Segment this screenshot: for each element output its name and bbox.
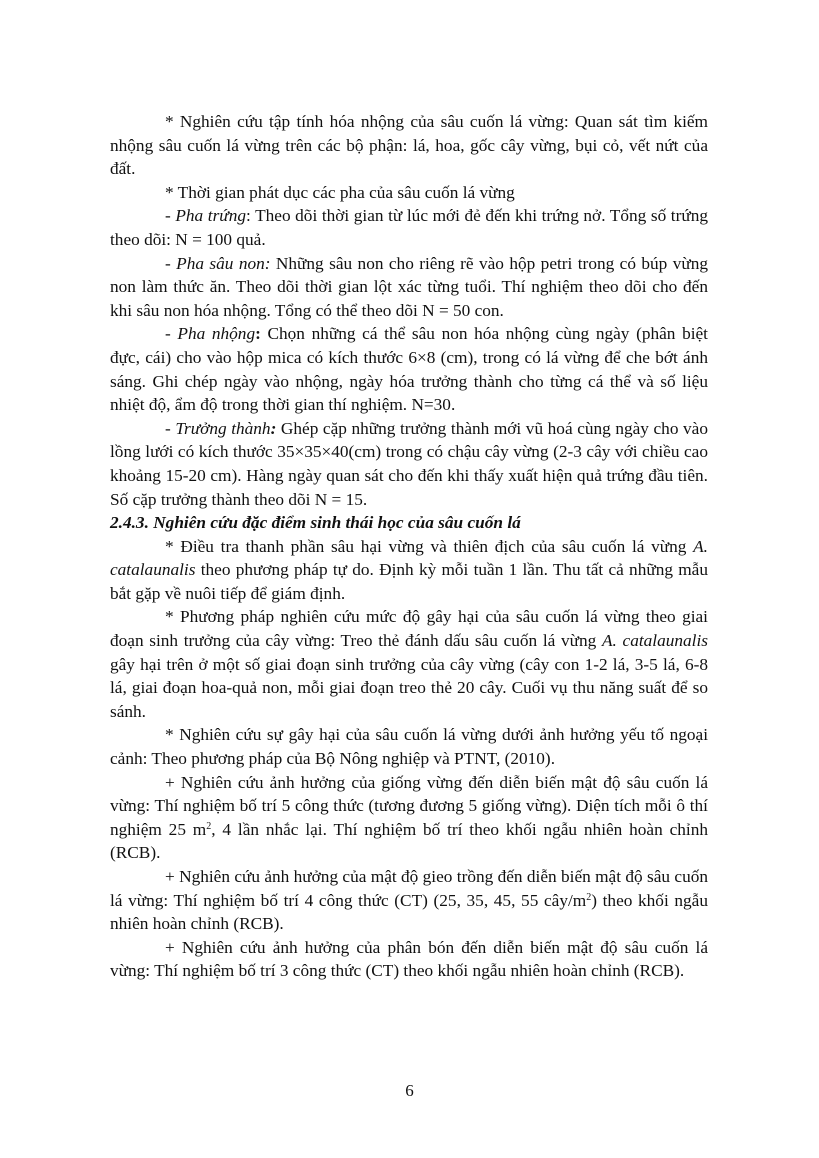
paragraph-egg-stage [110, 204, 708, 251]
stage-text: : Theo dõi thời gian từ lúc mới đẻ đến khi trứng nở. Tổng số trứng theo dõi: N = 100 quả. [110, 206, 708, 249]
stage-colon: : [270, 418, 277, 438]
stage-text: Những sâu non cho riêng rẽ vào hộp petri trong có búp vừng non làm thức ăn. Theo dõi thời gian lột xác từng tuổi. Thí nghiệm theo dõi cho đến khi sâu non hóa nhộng. Tổng có thể theo dõi N = 50 con. [110, 253, 708, 320]
paragraph-environment [110, 723, 708, 770]
text: , 4 lần nhắc lại. Thí nghiệm bố trí theo khối ngẫu nhiên hoàn chỉnh (RCB). [110, 819, 708, 863]
species-name: A. catalaunalis [110, 536, 708, 580]
text: + Nghiên cứu ảnh hưởng của giống vừng đến diễn biến mật độ sâu cuốn lá vừng: Thí nghiệm bố trí 5 công thức (tương đương 5 giống vừng). Diện tích mỗi ô thí nghiệm 25 m [110, 772, 708, 839]
stage-text: Chọn những cá thể sâu non hóa nhộng cùng ngày (phân biệt đực, cái) cho vào hộp mica có kích thước 6×8 (cm), trong có lá vừng để che bớt ánh sáng. Ghi chép ngày vào nhộng, ngày hóa trưởng thành cho từng cá thể và số liệu nhiệt độ, ẩm độ trong thời gian thí nghiệm. N=30. [110, 324, 708, 415]
stage-colon: : [255, 324, 261, 344]
prefix: - [165, 418, 176, 438]
text: ) theo khối ngẫu nhiên hoàn chỉnh (RCB). [110, 890, 708, 934]
prefix: - [165, 206, 176, 226]
document-page [110, 110, 708, 983]
paragraph-pupa-stage [110, 322, 708, 416]
stage-name: Pha trứng [175, 206, 246, 226]
stage-name: Pha nhộng [177, 324, 256, 344]
paragraph-development-time: * Thời gian phát dục các pha của sâu cuốn lá vừng [165, 182, 515, 202]
stage-text: Ghép cặp những trưởng thành mới vũ hoá cùng ngày cho vào lồng lưới có kích thước 35×35×40(cm) trong có chậu cây vừng (2-3 cây với chiều cao khoảng 15-20 cm). Hàng ngày quan sát cho đến khi thấy xuất hiện quả trứng đầu tiên. Số cặp trưởng thành theo dõi N = 15. [110, 418, 708, 509]
paragraph-density-effect [110, 865, 708, 936]
stage-name: Trưởng thành [175, 418, 271, 438]
paragraph-larva-stage [110, 252, 708, 323]
text: theo phương pháp tự do. Định kỳ mỗi tuần 1 lần. Thu tất cả những mẫu bắt gặp về nuôi tiếp để giám định. [110, 560, 708, 603]
paragraph-variety-effect [110, 771, 708, 865]
text: * Nghiên cứu sự gây hại của sâu cuốn lá vừng dưới ảnh hưởng yếu tố ngoại cảnh: Theo phương pháp của Bộ Nông nghiệp và PTNT, (2010). [110, 725, 708, 769]
text: * Điều tra thanh phần sâu hại vừng và thiên địch của sâu cuốn lá vừng [165, 536, 694, 556]
page-number: 6 [405, 1081, 414, 1100]
section-heading: 2.4.3. Nghiên cứu đặc điểm sinh thái học của sâu cuốn lá [110, 513, 521, 533]
text: + Nghiên cứu ảnh hưởng của phân bón đến diễn biến mật độ sâu cuốn lá vừng: Thí nghiệm bố trí 3 công thức (CT) theo khối ngẫu nhiên hoàn chỉnh (RCB). [110, 937, 708, 981]
paragraph-pest-survey [110, 535, 708, 606]
stage-name: Pha sâu non: [176, 253, 271, 273]
paragraph-pupation-behavior: * Nghiên cứu tập tính hóa nhộng của sâu cuốn lá vừng: Quan sát tìm kiếm nhộng sâu cuốn lá vừng trên các bộ phận: lá, hoa, gốc cây vừng, bụi cỏ, vết nứt của đất. [110, 112, 708, 179]
superscript: 2 [586, 891, 592, 903]
text: + Nghiên cứu ảnh hưởng của mật độ gieo trồng đến diễn biến mật độ sâu cuốn lá vừng: Thí nghiệm bố trí 4 công thức (CT) (25, 35, 45, 55 cây/m [110, 867, 708, 910]
text: * Phương pháp nghiên cứu mức độ gây hại của sâu cuốn lá vừng theo giai đoạn sinh trưởng của cây vừng: Treo thẻ đánh dấu sâu cuốn lá vừng [110, 607, 708, 651]
superscript: 2 [206, 820, 212, 832]
prefix: - [165, 253, 177, 273]
paragraph-fertilizer-effect [110, 936, 708, 983]
prefix: - [165, 324, 178, 344]
species-name: A. catalaunalis [601, 631, 708, 651]
text: gây hại trên ở một số giai đoạn sinh trưởng của cây vừng (cây con 1-2 lá, 3-5 lá, 6-8 lá, giai đoạn hoa-quả non, mỗi giai đoạn treo thẻ 20 cây. Cuối vụ thu năng suất để so sánh. [110, 654, 708, 721]
paragraph-adult-stage [110, 417, 708, 511]
paragraph-damage-method [110, 605, 708, 723]
